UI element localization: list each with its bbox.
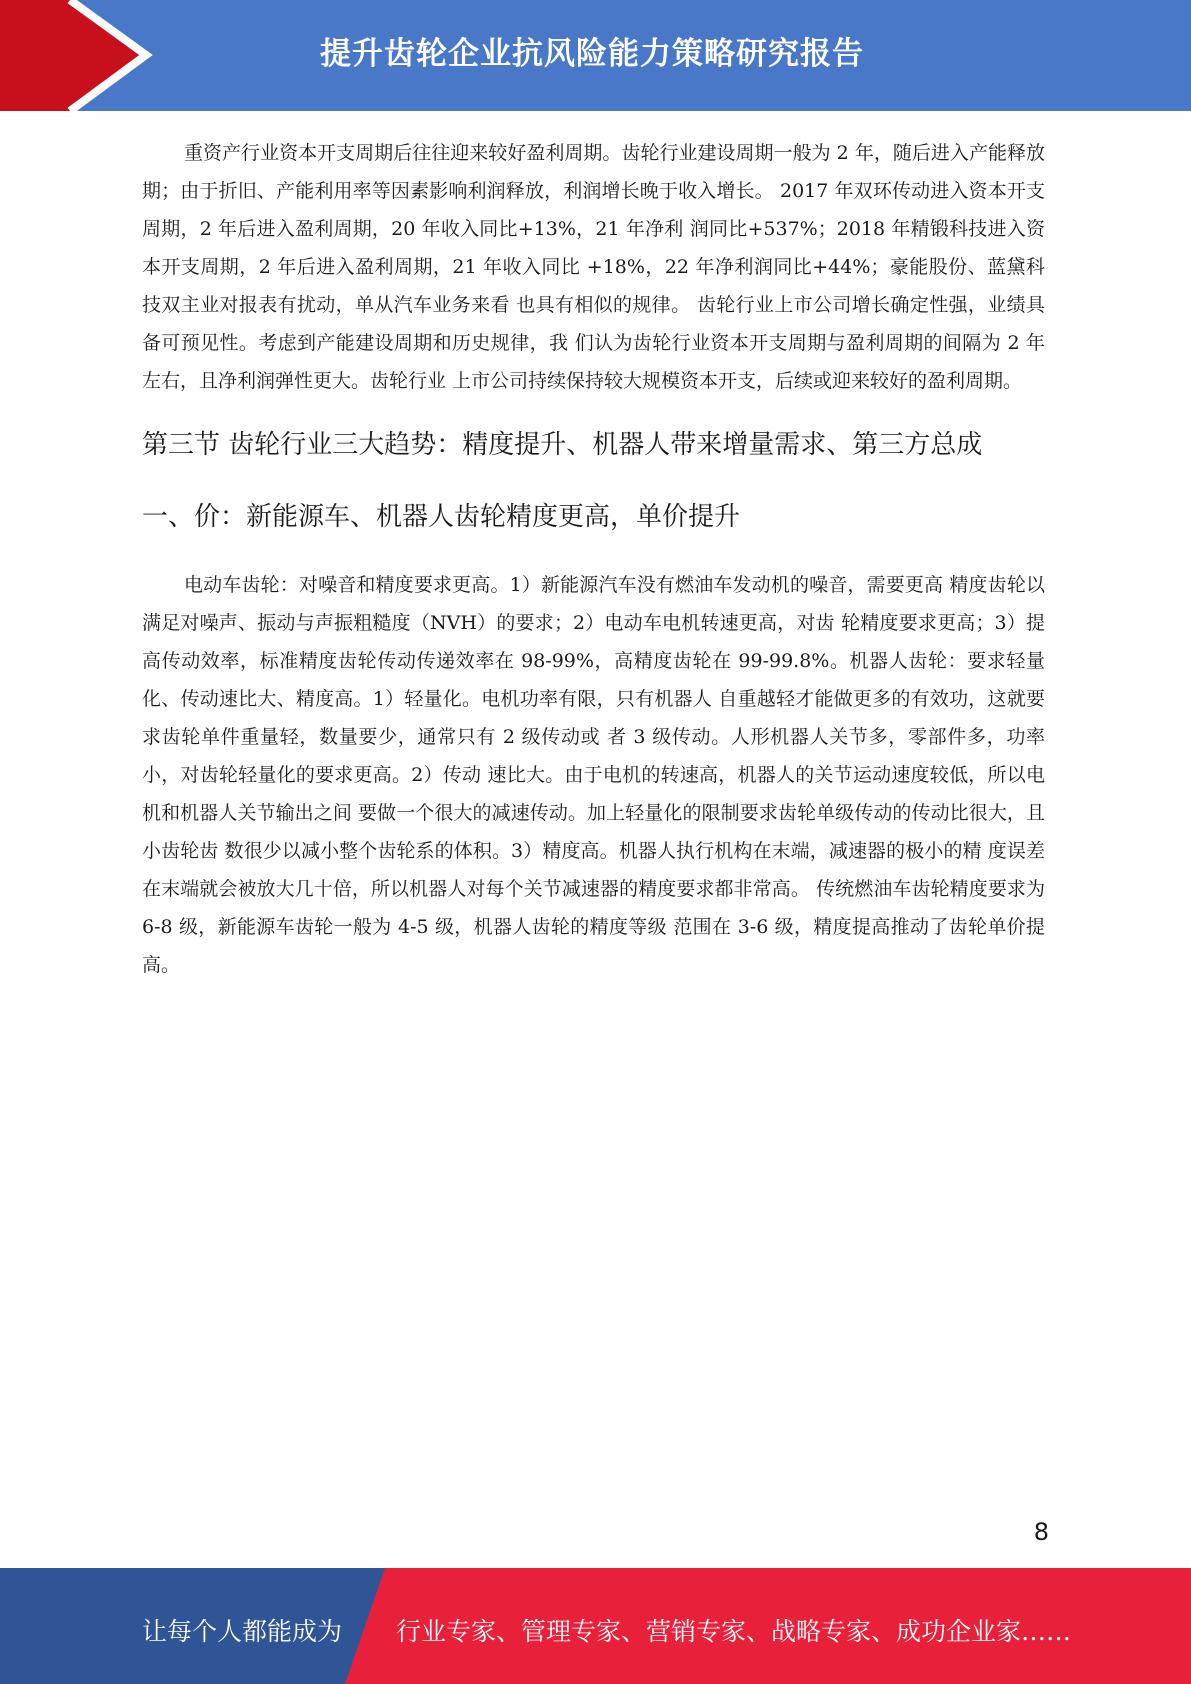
report-title: 提升齿轮企业抗风险能力策略研究报告 (320, 36, 864, 72)
body-paragraph-gear-precision: 电动车齿轮：对噪音和精度要求更高。1）新能源汽车没有燃油车发动机的噪音，需要更高 精度齿轮以满足对噪声、振动与声振粗糙度（NVH）的要求；2）电动车电机转速更高，对齿 轮精度要求更高；3）提高传动效率，标准精度齿轮传动传递效率在 98-99%，高精度齿轮在 99-99.8%。机器人齿轮：要求轻量化、传动速比大、精度高。1）轻量化。电机功率有限，只有机器人 自重越轻才能做更多的有效功，这就要求齿轮单件重量轻，数量要少，通常只有 2 级传动或 者 3 级传动。人形机器人关节多，零部件多，功率小，对齿轮轻量化的要求更高。2）传动 速比大。由于电机的转速高，机器人的关节运动速度较低，所以电机和机器人关节输出之间 要做一个很大的减速传动。加上轻量化的限制要求齿轮单级传动的传动比很大，且小齿轮齿 数很少以减小整个齿轮系的体积。3）精度高。机器人执行机构在末端，减速器的极小的精 度误差在末端就会被放大几十倍，所以机器人对每个关节减速器的精度要求都非常高。 传统燃油车齿轮精度要求为 6-8 级，新能源车齿轮一般为 4-5 级，机器人齿轮的精度等级 范围在 3-6 级，精度提高推动了齿轮单价提高。 (142, 574, 1045, 976)
header-red-chevron-decoration (0, 0, 160, 111)
footer-slogan-left: 让每个人都能成为 (142, 1617, 343, 1646)
sub-heading-price: 一、价：新能源车、机器人齿轮精度更高，单价提升 (142, 502, 741, 532)
main-content (142, 134, 1045, 984)
footer-banner (0, 1568, 1191, 1684)
body-paragraph-capex-cycle: 重资产行业资本开支周期后往往迎来较好盈利周期。齿轮行业建设周期一般为 2 年，随后进入产能释放期；由于折旧、产能利用率等因素影响利润释放，利润增长晚于收入增长。 2017 年双环传动进入资本开支周期，2 年后进入盈利周期，20 年收入同比+13%，21 年净利 润同比+537%；2018 年精锻科技进入资本开支周期，2 年后进入盈利周期，21 年收入同比 +18%，22 年净利润同比+44%；豪能股份、蓝黛科技双主业对报表有扰动，单从汽车业务来看 也具有相似的规律。 齿轮行业上市公司增长确定性强，业绩具备可预见性。考虑到产能建设周期和历史规律，我 们认为齿轮行业资本开支周期与盈利周期的间隔为 2 年左右，且净利润弹性更大。齿轮行业 上市公司持续保持较大规模资本开支，后续或迎来较好的盈利周期。 (142, 142, 1045, 392)
page-number: 8 (1033, 1518, 1049, 1546)
section-heading: 第三节 齿轮行业三大趋势：精度提升、机器人带来增量需求、第三方总成 (142, 430, 983, 460)
header-banner (0, 0, 1191, 111)
footer-slogan-right: 行业专家、管理专家、营销专家、战略专家、成功企业家…… (396, 1617, 1072, 1646)
